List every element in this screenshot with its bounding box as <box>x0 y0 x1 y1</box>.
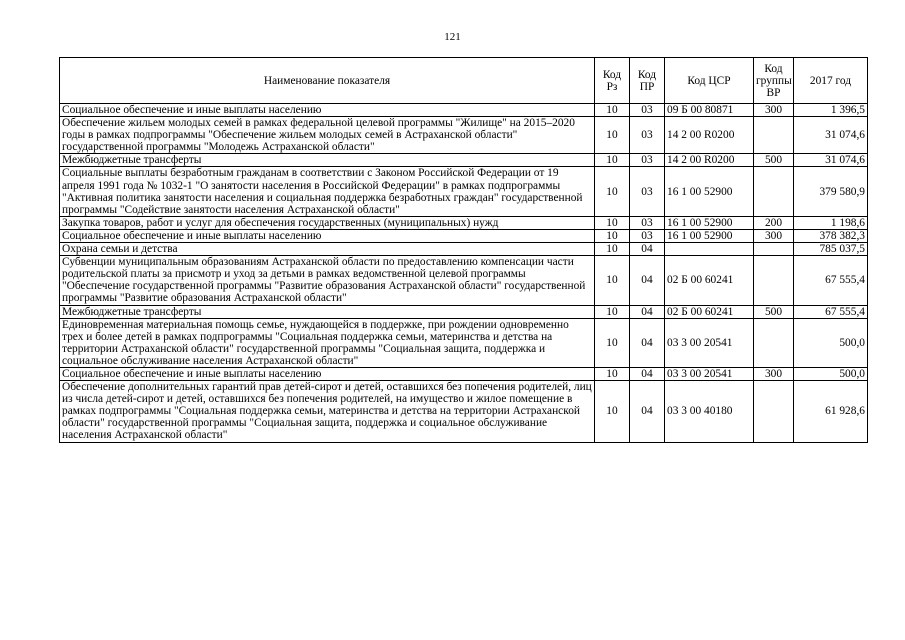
table-row <box>60 229 868 242</box>
row-csr: 02 Б 00 60241 <box>665 256 754 305</box>
row-pr: 04 <box>630 243 665 256</box>
row-name: Межбюджетные трансферты <box>60 154 595 167</box>
row-amount: 1 396,5 <box>794 104 868 117</box>
row-csr: 16 1 00 52900 <box>665 229 754 242</box>
row-amount: 378 382,3 <box>794 229 868 242</box>
row-csr <box>665 243 754 256</box>
row-rz: 10 <box>595 104 630 117</box>
table-row <box>60 243 868 256</box>
row-vr <box>754 318 794 367</box>
row-pr: 03 <box>630 104 665 117</box>
table-header-row <box>60 58 868 104</box>
row-vr: 300 <box>754 104 794 117</box>
row-csr: 14 2 00 R0200 <box>665 154 754 167</box>
row-rz: 10 <box>595 216 630 229</box>
row-csr: 16 1 00 52900 <box>665 216 754 229</box>
row-rz: 10 <box>595 167 630 216</box>
row-amount: 785 037,5 <box>794 243 868 256</box>
row-csr: 16 1 00 52900 <box>665 167 754 216</box>
row-pr: 04 <box>630 305 665 318</box>
row-pr: 03 <box>630 229 665 242</box>
row-rz: 10 <box>595 381 630 442</box>
table-row <box>60 367 868 380</box>
row-name: Закупка товаров, работ и услуг для обеспечения государственных (муниципальных) нужд <box>60 216 595 229</box>
row-amount: 67 555,4 <box>794 256 868 305</box>
row-amount: 31 074,6 <box>794 117 868 154</box>
page-number: 121 <box>444 31 461 43</box>
row-rz: 10 <box>595 305 630 318</box>
row-vr: 300 <box>754 367 794 380</box>
row-csr: 03 3 00 20541 <box>665 318 754 367</box>
row-amount: 500,0 <box>794 367 868 380</box>
row-name: Социальные выплаты безработным гражданам в соответствии с Законом Российской Федерации от 19 апреля 1991 года № 1032-1 "О занятости населения в Российской Федерации" в рамках подпрограммы "Активная политика занятости населения и социальная поддержка безработных граждан" государственной программы "Содействие занятости населения Астраханской области" <box>60 167 595 216</box>
header-csr: Код ЦСР <box>665 58 754 104</box>
row-rz: 10 <box>595 256 630 305</box>
row-csr: 03 3 00 40180 <box>665 381 754 442</box>
row-rz: 10 <box>595 154 630 167</box>
table-row <box>60 256 868 305</box>
row-name: Обеспечение дополнительных гарантий прав детей-сирот и детей, оставшихся без попечения родителей, лиц из числа детей-сирот и детей, оставшихся без попечения родителей, на имущество и жилое помещение в рамках подпрограммы "Социальная поддержка семьи, материнства и детства на территории Астраханской области" государственной программы "Социальная защита, поддержка и социальное обслуживание населения Астраханской области" <box>60 381 595 442</box>
row-pr: 03 <box>630 154 665 167</box>
table-row <box>60 381 868 442</box>
row-rz: 10 <box>595 367 630 380</box>
row-name: Социальное обеспечение и иные выплаты населению <box>60 229 595 242</box>
header-name: Наименование показателя <box>60 58 595 104</box>
row-name: Обеспечение жильем молодых семей в рамках федеральной целевой программы "Жилище" на 2015–2020 годы в рамках подпрограммы "Обеспечение жильем молодых семей в Астраханской области" государственной программы "Молодежь Астраханской области" <box>60 117 595 154</box>
row-name: Охрана семьи и детства <box>60 243 595 256</box>
header-pr: Код ПР <box>630 58 665 104</box>
row-csr: 09 Б 00 80871 <box>665 104 754 117</box>
row-vr <box>754 381 794 442</box>
row-pr: 04 <box>630 256 665 305</box>
row-rz: 10 <box>595 243 630 256</box>
row-amount: 61 928,6 <box>794 381 868 442</box>
table-row <box>60 318 868 367</box>
row-csr: 14 2 00 R0200 <box>665 117 754 154</box>
row-vr: 500 <box>754 305 794 318</box>
row-amount: 31 074,6 <box>794 154 868 167</box>
row-name: Социальное обеспечение и иные выплаты населению <box>60 104 595 117</box>
row-amount: 500,0 <box>794 318 868 367</box>
row-csr: 03 3 00 20541 <box>665 367 754 380</box>
row-name: Единовременная материальная помощь семье, нуждающейся в поддержке, при рождении одновременно трех и более детей в рамках подпрограммы "Социальная поддержка семьи, материнства и детства на территории Астраханской области" государственной программы "Социальная защита, поддержка и социальное обслуживание населения Астраханской области" <box>60 318 595 367</box>
row-vr: 200 <box>754 216 794 229</box>
table-row <box>60 167 868 216</box>
row-pr: 04 <box>630 367 665 380</box>
table-row <box>60 305 868 318</box>
row-rz: 10 <box>595 117 630 154</box>
row-rz: 10 <box>595 318 630 367</box>
row-pr: 04 <box>630 318 665 367</box>
row-pr: 03 <box>630 216 665 229</box>
row-amount: 1 198,6 <box>794 216 868 229</box>
table-row <box>60 104 868 117</box>
row-vr: 300 <box>754 229 794 242</box>
row-vr <box>754 167 794 216</box>
row-pr: 03 <box>630 117 665 154</box>
row-pr: 04 <box>630 381 665 442</box>
row-name: Субвенции муниципальным образованиям Астраханской области по предоставлению компенсации части родительской платы за присмотр и уход за детьми в рамках ведомственной целевой программы "Обеспечение государственной программы "Развитие образования Астраханской области" государственной программы "Развитие образования Астраханской области" <box>60 256 595 305</box>
header-rz: Код Рз <box>595 58 630 104</box>
row-csr: 02 Б 00 60241 <box>665 305 754 318</box>
header-vr: Код группы ВР <box>754 58 794 104</box>
row-pr: 03 <box>630 167 665 216</box>
table-row <box>60 117 868 154</box>
budget-table <box>59 57 868 443</box>
row-vr <box>754 117 794 154</box>
row-amount: 67 555,4 <box>794 305 868 318</box>
row-vr: 500 <box>754 154 794 167</box>
row-name: Межбюджетные трансферты <box>60 305 595 318</box>
row-vr <box>754 243 794 256</box>
row-name: Социальное обеспечение и иные выплаты населению <box>60 367 595 380</box>
row-vr <box>754 256 794 305</box>
table-row <box>60 216 868 229</box>
header-year: 2017 год <box>794 58 868 104</box>
row-rz: 10 <box>595 229 630 242</box>
row-amount: 379 580,9 <box>794 167 868 216</box>
table-row <box>60 154 868 167</box>
